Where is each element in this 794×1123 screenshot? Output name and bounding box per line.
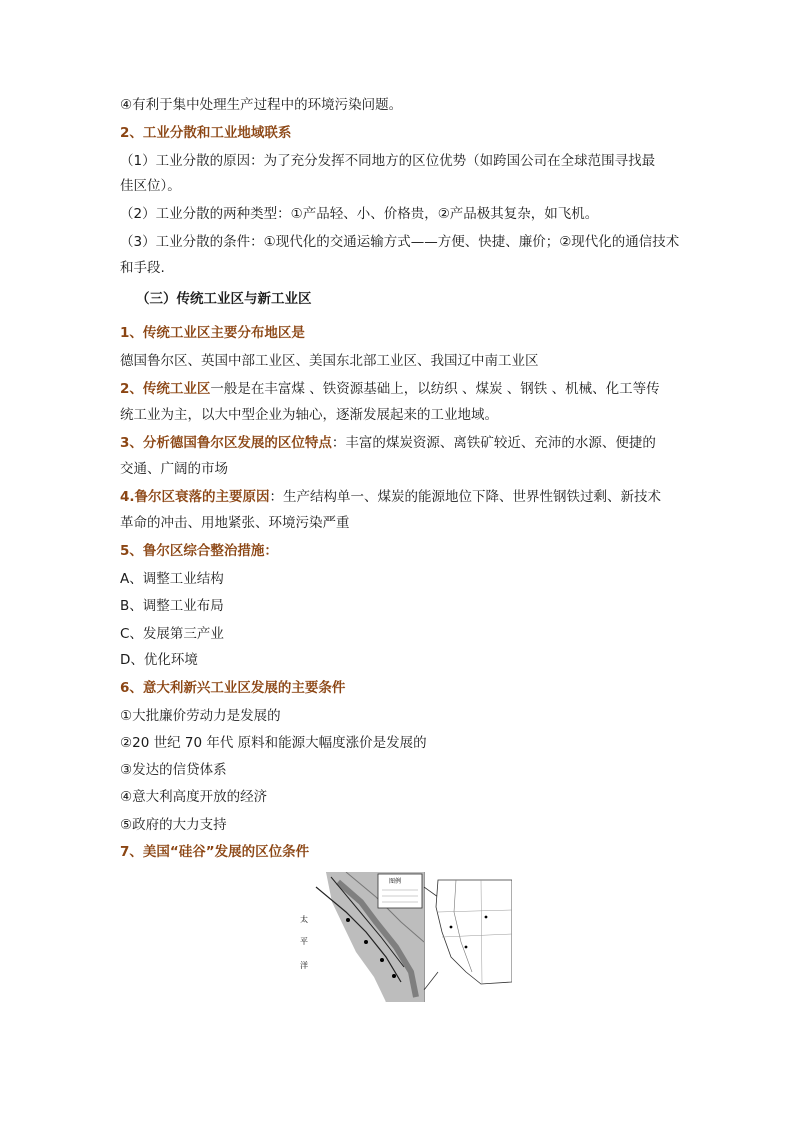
city-dot bbox=[364, 940, 368, 944]
inline-text: 一般是在丰富煤 、铁资源基础上，以纺织 、煤炭 、钢铁 、机械、化工等传 bbox=[210, 381, 660, 397]
body-text-line: 佳区位）。 bbox=[120, 178, 181, 194]
body-text-line: ②20 世纪 70 年代 原料和能源大幅度涨价是发展的 bbox=[120, 735, 427, 751]
body-text-line: 统工业为主，以大中型企业为轴心，逐渐发展起来的工业地域。 bbox=[120, 407, 498, 423]
section-heading: 1、传统工业区主要分布地区是 bbox=[120, 325, 305, 341]
body-text-line: ①大批廉价劳动力是发展的 bbox=[120, 708, 281, 724]
city-dot bbox=[346, 918, 350, 922]
mixed-line bbox=[120, 488, 661, 506]
ocean-label-1: 太 bbox=[300, 915, 308, 924]
body-text-line: D、优化环境 bbox=[120, 652, 198, 668]
inline-heading: 3、分析德国鲁尔区发展的区位特点 bbox=[120, 435, 332, 451]
city-dot bbox=[392, 974, 396, 978]
body-text-line: ③发达的信贷体系 bbox=[120, 762, 227, 778]
body-text-line: ④有利于集中处理生产过程中的环境污染问题。 bbox=[120, 97, 403, 113]
mixed-line bbox=[120, 434, 656, 452]
section-heading: 7、美国“硅谷”发展的区位条件 bbox=[120, 844, 310, 860]
body-text-line: B、调整工业布局 bbox=[120, 598, 224, 614]
inline-heading: 4.鲁尔区衰落的主要原因 bbox=[120, 489, 270, 505]
mixed-line bbox=[120, 380, 660, 398]
body-text-line: 和手段. bbox=[120, 260, 165, 276]
legend-title: 图例 bbox=[389, 878, 402, 885]
body-text-line: （3）工业分散的条件：①现代化的交通运输方式——方便、快捷、廉价；②现代化的通信技术 bbox=[120, 234, 680, 250]
body-text-line: （1）工业分散的原因：为了充分发挥不同地方的区位优势（如跨国公司在全球范围寻找最 bbox=[120, 153, 656, 169]
inline-heading: 2、传统工业区 bbox=[120, 381, 211, 397]
body-text-line: 革命的冲击、用地紧张、环境污染严重 bbox=[120, 515, 350, 531]
section-heading: 6、意大利新兴工业区发展的主要条件 bbox=[120, 680, 346, 696]
body-text-line: ④意大利高度开放的经济 bbox=[120, 789, 268, 805]
locator-map bbox=[436, 880, 512, 984]
inline-text: ：丰富的煤炭资源、离铁矿较近、充沛的水源、便捷的 bbox=[331, 435, 656, 451]
inline-text: ：生产结构单一、煤炭的能源地位下降、世界性钢铁过剩、新技术 bbox=[269, 489, 662, 505]
body-text-line: C、发展第三产业 bbox=[120, 626, 224, 642]
body-text-line: 交通、广阔的市场 bbox=[120, 461, 228, 477]
body-text-line: 德国鲁尔区、英国中部工业区、美国东北部工业区、我国辽中南工业区 bbox=[120, 353, 539, 369]
section-heading: 5、鲁尔区综合整治措施： bbox=[120, 543, 278, 559]
ocean-label-2: 平 bbox=[300, 937, 308, 946]
city-dot bbox=[380, 958, 384, 962]
body-text-line: A、调整工业结构 bbox=[120, 571, 224, 587]
ocean-label-3: 洋 bbox=[300, 961, 308, 970]
body-text-line: ⑤政府的大力支持 bbox=[120, 817, 227, 833]
silicon-valley-map bbox=[286, 872, 512, 1002]
section-heading: 2、工业分散和工业地域联系 bbox=[120, 125, 292, 141]
chapter-subtitle: （三）传统工业区与新工业区 bbox=[136, 291, 312, 307]
map-figure bbox=[286, 872, 512, 1002]
body-text-line: （2）工业分散的两种类型：①产品轻、小、价格贵，②产品极其复杂，如飞机。 bbox=[120, 206, 599, 222]
